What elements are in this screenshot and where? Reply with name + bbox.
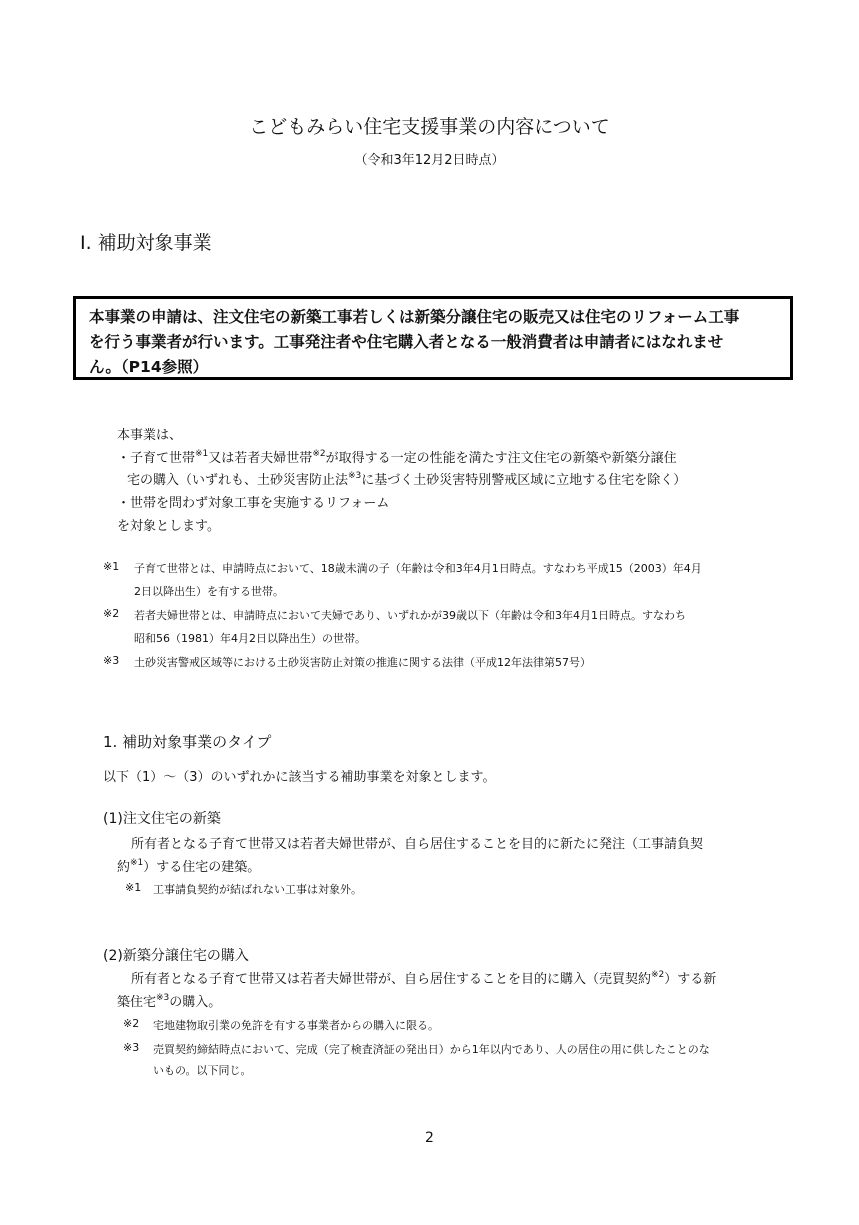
intro-line: ・世帯を問わず対象工事を実施するリフォーム [117,496,390,511]
intro-line [127,469,686,488]
footnote-mark: ※3 [123,1041,140,1054]
subsection-text-part: 築住宅 [117,995,157,1010]
footnote-ref: ※2 [651,970,665,980]
footnote-text: 売買契約締結時点において、完成（完了検査済証の発出日）から1年以内であり、人の居住の用に供したことのな [153,1043,710,1056]
footnote-text: 若者夫婦世帯とは、申請時点において夫婦であり、いずれかが39歳以下（年齢は令和3年4月1日時点。すなわち [134,609,686,622]
footnote-mark: ※2 [123,1017,140,1030]
footnote-text: 工事請負契約が結ばれない工事は対象外。 [153,883,362,896]
notice-box [73,296,793,380]
subsection-text-part: 約 [117,860,131,875]
footnote-text: 昭和56（1981）年4月2日以降出生）の世帯。 [134,632,366,645]
footnote-text: 宅地建物取引業の免許を有する事業者からの購入に限る。 [153,1019,439,1032]
subsection-text-part: の購入。 [169,995,222,1010]
intro-text: が取得する一定の性能を満たす注文住宅の新築や新築分譲住 [325,451,677,466]
subsection-text [117,991,221,1010]
footnote-ref: ※1 [195,449,209,459]
notice-line: を行う事業者が行います。工事発注者や住宅購入者となる一般消費者は申請者にはなれませ [89,333,724,351]
intro-text: に基づく土砂災害特別警戒区域に立地する住宅を除く） [361,473,687,488]
footnote-text: 土砂災害警戒区域等における土砂災害防止対策の推進に関する法律（平成12年法律第57号） [134,656,591,669]
footnote-mark: ※1 [125,881,142,894]
intro-text: 又は若者夫婦世帯 [208,451,313,466]
subsection-text-part: ）する新 [664,972,717,987]
intro-line: 本事業は、 [117,428,183,443]
subsection-heading-custom-home: (1)注文住宅の新築 [103,811,221,827]
footnote-ref: ※2 [312,449,326,459]
subsection-text: 所有者となる子育て世帯又は若者夫婦世帯が、自ら居住することを目的に新たに発注（工事請負契 [131,837,704,852]
notice-line: 本事業の申請は、注文住宅の新築工事若しくは新築分譲住宅の販売又は住宅のリフォーム工事 [89,308,740,326]
footnote-text: いもの。以下同じ。 [153,1064,252,1077]
page-title: こどもみらい住宅支援事業の内容について [249,116,610,138]
page-number: 2 [425,1130,434,1146]
subsection-heading-new-built-sale: (2)新築分譲住宅の購入 [103,948,249,964]
footnote-text: 2日以降出生）を有する世帯。 [134,585,284,598]
subsection-text-part: ）する住宅の建築。 [143,860,261,875]
notice-line: ん。（P14参照） [89,358,209,376]
footnote-text: 子育て世帯とは、申請時点において、18歳未満の子（年齢は令和3年4月1日時点。すなわち平成15（2003）年4月 [134,562,702,575]
subsection-text-part: 所有者となる子育て世帯又は若者夫婦世帯が、自ら居住することを目的に購入（売買契約 [131,972,652,987]
footnote-ref: ※1 [130,858,144,868]
intro-line [117,447,677,466]
intro-text: ・子育て世帯 [117,451,196,466]
footnote-ref: ※3 [156,993,170,1003]
section-heading-subsidy-target: Ⅰ. 補助対象事業 [80,232,212,254]
footnote-ref: ※3 [348,471,362,481]
footnote-mark: ※2 [103,607,120,620]
section-heading-types: 1. 補助対象事業のタイプ [103,733,272,751]
subsection-text [117,856,260,875]
page-subtitle-date: （令和3年12月2日時点） [354,153,505,168]
intro-line: を対象とします。 [117,519,220,534]
section-intro: 以下（1）～（3）のいずれかに該当する補助事業を対象とします。 [103,770,496,785]
footnote-mark: ※3 [103,654,120,667]
footnote-mark: ※1 [103,560,120,573]
intro-text: 宅の購入（いずれも、土砂災害防止法 [127,473,349,488]
subsection-text [131,968,716,987]
